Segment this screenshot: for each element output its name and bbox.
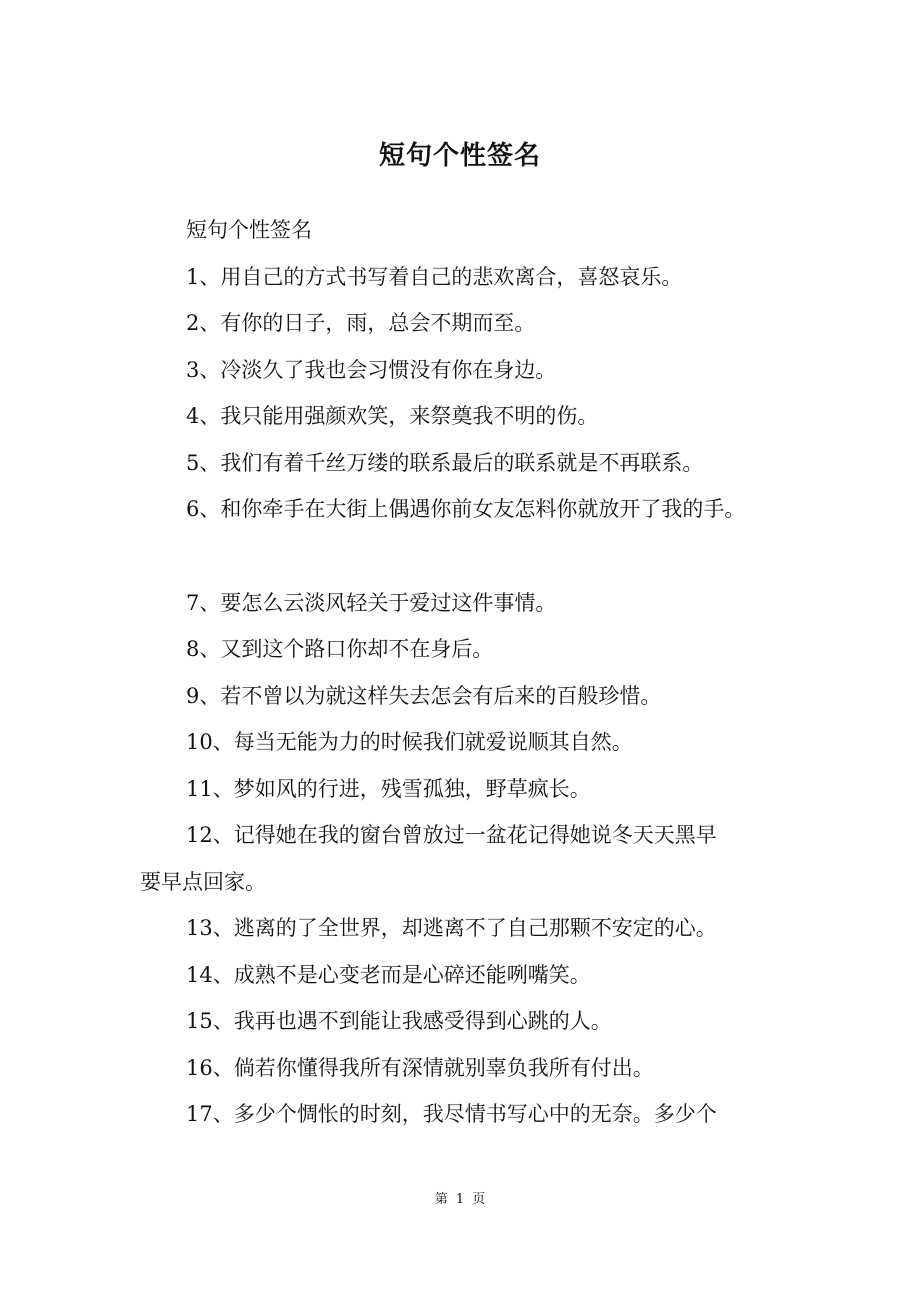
subtitle: 短句个性签名: [186, 218, 312, 242]
paragraph-line: 1、用自己的方式书写着自己的悲欢离合，喜怒哀乐。: [186, 264, 683, 289]
paragraph-line: 17、多少个惆怅的时刻，我尽情书写心中的无奈。多少个: [186, 1102, 717, 1126]
paragraph-line: 13、逃离的了全世界，却逃离不了自己那颗不安定的心。: [186, 916, 717, 940]
paragraph-line: 7、要怎么云淡风轻关于爱过这件事情。: [186, 590, 557, 615]
paragraph-line: 3、冷淡久了我也会习惯没有你在身边。: [186, 357, 557, 382]
paragraph-line: 5、我们有着千丝万缕的联系最后的联系就是不再联系。: [186, 450, 704, 475]
paragraph-line: 14、成熟不是心变老而是心碎还能咧嘴笑。: [186, 962, 591, 987]
paragraph-line: 2、有你的日子，雨，总会不期而至。: [186, 311, 536, 335]
paragraph-gap: [140, 533, 800, 580]
paragraph-line: 9、若不曾以为就这样失去怎会有后来的百般珍惜。: [186, 683, 662, 708]
paragraph-line: 8、又到这个路口你却不在身后。: [186, 637, 494, 661]
paragraph-line: 12、记得她在我的窗台曾放过一盆花记得她说冬天天黑早: [186, 823, 717, 847]
paragraph-line: 16、倘若你懂得我所有深情就别辜负我所有付出。: [186, 1055, 654, 1080]
paragraph-line: 15、我再也遇不到能让我感受得到心跳的人。: [186, 1009, 612, 1033]
paragraph-line: 4、我只能用强颜欢笑，来祭奠我不明的伤。: [186, 404, 599, 428]
page-number: 第 1 页: [434, 1192, 486, 1207]
paragraph-line: 6、和你牵手在大街上偶遇你前女友怎料你就放开了我的手。: [186, 497, 746, 521]
paragraph-line: 10、每当无能为力的时候我们就爱说顺其自然。: [186, 730, 633, 754]
paragraph-line-continuation: 要早点回家。: [140, 869, 266, 894]
document-title: 短句个性签名: [378, 141, 541, 171]
paragraph-line: 11、梦如风的行进，残雪孤独，野草疯长。: [186, 776, 591, 801]
document-body: [140, 207, 800, 1138]
